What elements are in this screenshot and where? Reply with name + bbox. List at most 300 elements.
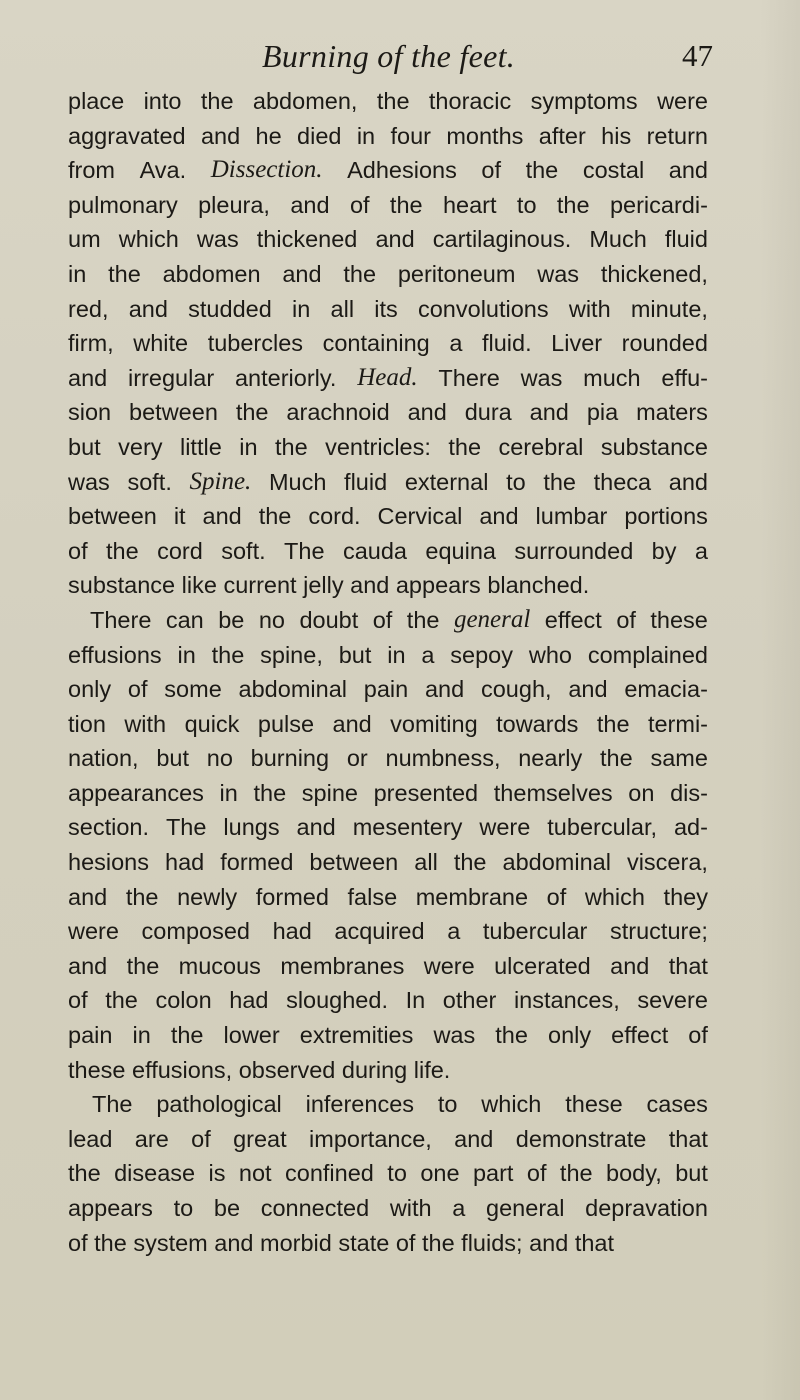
text-word: effu- (661, 364, 708, 391)
text-word: but (338, 641, 372, 668)
text-word: was (520, 364, 563, 391)
text-word: pain (68, 1022, 113, 1049)
text-word: symptoms (530, 88, 638, 114)
text-word: much (583, 364, 641, 391)
text-word: the (406, 606, 440, 633)
text-word: spine (301, 779, 358, 806)
text-word: of (68, 537, 88, 564)
text-word: in (219, 779, 238, 806)
text-word: the (596, 710, 630, 737)
text-word: tion (68, 710, 106, 737)
text-word: abdominal (238, 676, 347, 703)
text-word: lumbar (535, 503, 608, 530)
text-word: no (206, 745, 233, 772)
text-word: cases (646, 1091, 708, 1118)
text-line (68, 1226, 708, 1261)
text-word: were (657, 88, 708, 114)
text-word: Adhesions (347, 157, 457, 184)
text-word: minute, (630, 295, 708, 322)
text-line (68, 672, 708, 707)
text-word: lower (223, 1022, 280, 1049)
text-word: complained (587, 641, 708, 668)
text-word: portions (624, 503, 708, 530)
text-word: In (405, 987, 426, 1014)
text-line (68, 361, 708, 396)
text-word: some (164, 676, 222, 703)
text-line (68, 534, 708, 569)
text-word: was (196, 226, 239, 253)
text-word: the (495, 1022, 528, 1049)
text-word: inferences (305, 1091, 415, 1118)
text-word: and (568, 676, 608, 703)
text-word: Cervical (377, 503, 463, 530)
text-word: and (128, 295, 168, 322)
text-line (68, 1053, 708, 1088)
italic-heading: Spine. (189, 467, 252, 495)
text-word: equina (425, 537, 496, 564)
text-word: all (330, 295, 355, 322)
text-word: a (694, 537, 708, 564)
text-line (68, 707, 708, 742)
text-word: extremities (299, 1022, 414, 1049)
text-word: the (389, 191, 423, 218)
text-word: and (282, 260, 322, 287)
text-line (68, 880, 708, 915)
text-word: on (628, 779, 655, 806)
text-word: emacia- (624, 676, 708, 703)
text-word: heart (442, 191, 497, 218)
text-word: irregular (128, 364, 215, 391)
text-word: its (374, 295, 398, 322)
text-word: cord (157, 537, 203, 564)
text-word: the (559, 1160, 593, 1187)
text-word: return (646, 122, 708, 149)
text-word: formed (220, 849, 294, 876)
text-word: the (170, 1022, 204, 1049)
text-word: the (543, 468, 576, 495)
text-word: by (651, 537, 677, 564)
text-word: place (68, 88, 125, 114)
text-word: of (127, 676, 148, 703)
text-word: costal (582, 157, 645, 184)
text-word: vomiting (390, 710, 478, 737)
text-word: the (108, 260, 141, 287)
text-segment: these effusions, observed during life. (68, 1056, 451, 1083)
page-edge-shadow (760, 0, 800, 1400)
text-word: spine, (260, 641, 323, 668)
text-word: it (173, 503, 186, 530)
text-word: in (387, 641, 406, 668)
text-word: and (407, 399, 447, 426)
text-word: a (452, 1195, 466, 1221)
text-word: all (414, 849, 438, 876)
text-word: effect (611, 1022, 669, 1049)
text-word: tubercular (482, 918, 588, 945)
text-word: who (528, 641, 572, 668)
text-word: surrounded (514, 537, 634, 564)
text-word: pulse (257, 710, 315, 737)
text-word: and (296, 814, 336, 841)
text-word: of (191, 1125, 211, 1152)
text-line (68, 499, 708, 534)
text-word: sion (68, 399, 112, 426)
text-word: There (438, 364, 500, 391)
text-word: are (134, 1125, 169, 1152)
text-word: numbness, (385, 745, 501, 772)
text-word: effusions (68, 641, 162, 668)
text-line (68, 292, 708, 327)
text-word: that (668, 1125, 708, 1152)
text-line (68, 257, 708, 292)
text-word: newly (177, 883, 238, 910)
text-word: between (68, 503, 157, 530)
text-word: from (68, 157, 115, 184)
text-word: with (389, 1195, 432, 1221)
text-word: not (238, 1160, 272, 1187)
text-word: rounded (621, 330, 708, 357)
text-word: viscera, (626, 849, 708, 876)
text-line (68, 638, 708, 673)
text-word: the (235, 399, 269, 426)
text-word: colon (155, 987, 212, 1014)
text-word: thoracic (428, 88, 512, 114)
text-word: lungs (223, 814, 280, 841)
text-word: ventricles: (325, 433, 431, 460)
text-word: his (601, 122, 632, 149)
text-word: arachnoid (286, 399, 390, 426)
text-word: and (424, 676, 465, 703)
text-word: themselves (493, 779, 613, 806)
text-word: had (165, 849, 205, 876)
text-word: the (258, 503, 292, 530)
text-word: he (255, 122, 282, 149)
text-word: to (387, 1160, 407, 1187)
text-word: of (481, 157, 502, 184)
text-word: tubercular, (547, 814, 658, 841)
text-word: these (565, 1091, 623, 1118)
text-word: substance (600, 433, 708, 460)
italic-heading: Head. (357, 363, 418, 391)
text-word: pia (586, 399, 619, 426)
text-word: of (546, 883, 567, 910)
text-word: a (421, 641, 435, 668)
text-word: with (124, 710, 167, 737)
text-word: that (668, 952, 708, 979)
text-word: composed (141, 918, 250, 945)
text-word: the (126, 952, 160, 979)
text-word: connected (260, 1195, 370, 1221)
text-word: maters (636, 399, 708, 426)
text-word: abdomen, (252, 88, 358, 114)
text-word: depravation (585, 1195, 708, 1221)
text-word: containing (322, 330, 430, 357)
text-line (68, 741, 708, 776)
text-word: in (132, 1022, 151, 1049)
text-word: and (68, 883, 108, 910)
text-word: the (200, 88, 234, 114)
text-word: died (297, 122, 342, 149)
text-word: in (356, 122, 376, 149)
text-line (68, 603, 708, 638)
text-line (68, 153, 708, 188)
text-word: pleura, (198, 191, 270, 218)
text-word: convolutions (417, 295, 549, 322)
text-word: dis- (670, 779, 708, 806)
text-word: the (274, 433, 308, 460)
text-word: of (349, 191, 370, 218)
text-word: peritoneum (397, 260, 516, 287)
text-word: aggravated (68, 122, 186, 149)
text-word: pain (363, 676, 409, 703)
text-word: the (453, 849, 487, 876)
text-word: only (68, 676, 112, 703)
text-word: was (537, 260, 580, 287)
text-word: body, (606, 1160, 662, 1187)
text-word: of (616, 606, 636, 633)
text-word: firm, (68, 330, 114, 357)
text-word: and (529, 399, 569, 426)
text-line (68, 1156, 708, 1191)
text-word: external (404, 468, 489, 495)
text-word: of (68, 987, 88, 1014)
text-word: and (68, 364, 108, 391)
text-line (68, 1087, 708, 1122)
text-word: abdominal (502, 849, 611, 876)
text-word: soft. (127, 468, 172, 495)
text-word: formed (255, 883, 329, 910)
text-word: the (253, 779, 287, 806)
text-word: importance, (309, 1125, 432, 1152)
text-word: soft. (221, 537, 266, 564)
text-line (68, 1191, 708, 1226)
text-word: the (525, 157, 559, 184)
text-word: nation, (68, 745, 139, 772)
text-word: There (90, 606, 152, 633)
text-word: burning (250, 745, 330, 772)
text-word: mesentery (352, 814, 463, 841)
text-word: months (446, 122, 524, 149)
text-word: were (423, 952, 475, 979)
text-line (68, 1122, 708, 1157)
text-line (68, 845, 708, 880)
text-line (68, 949, 708, 984)
text-word: The (92, 1091, 133, 1118)
text-word: hesions (68, 849, 149, 876)
text-word: membrane (415, 883, 529, 910)
text-word: and (610, 952, 650, 979)
text-word: were (68, 918, 119, 945)
page-header (0, 36, 800, 76)
text-word: part (472, 1160, 514, 1187)
text-word: is (208, 1160, 226, 1187)
text-line (68, 810, 708, 845)
text-word: was (433, 1022, 476, 1049)
text-word: dura (464, 399, 512, 426)
text-word: the (556, 191, 590, 218)
text-word: which (118, 226, 179, 253)
text-word: fluid. (481, 330, 532, 357)
text-word: the (600, 745, 633, 772)
text-line (68, 430, 708, 465)
body-text (68, 84, 708, 1260)
text-word: cerebral (498, 433, 584, 460)
text-word: abdomen (162, 260, 261, 287)
text-word: lead (68, 1125, 113, 1152)
text-word: of (688, 1022, 708, 1049)
text-word: be (218, 606, 245, 633)
text-word: thickened (256, 226, 358, 253)
text-word: they (663, 883, 708, 910)
text-word: false (347, 883, 398, 910)
text-word: um (68, 226, 101, 253)
text-word: in (292, 295, 311, 322)
text-word: and (68, 952, 108, 979)
text-word: presented (373, 779, 479, 806)
text-word: but (675, 1160, 708, 1187)
text-word: Much (589, 226, 647, 253)
text-word: between (309, 849, 399, 876)
text-word: pericardi- (609, 191, 708, 218)
page-number: 47 (682, 38, 713, 73)
text-line (68, 119, 708, 154)
text-word: or (346, 745, 368, 772)
text-word: the (125, 883, 159, 910)
text-word: ad- (673, 814, 708, 841)
text-word: structure; (609, 918, 708, 945)
text-line (68, 222, 708, 257)
text-word: Ava. (139, 157, 187, 184)
text-word: of (526, 1160, 547, 1187)
text-word: very (118, 433, 163, 460)
text-word: and (668, 468, 708, 495)
text-word: between (129, 399, 218, 426)
text-word: a (449, 330, 463, 357)
text-word: the (106, 537, 139, 564)
text-line (68, 188, 708, 223)
text-word: after (538, 122, 586, 149)
text-line (68, 983, 708, 1018)
text-word: but (68, 433, 101, 460)
text-word: section. (68, 814, 149, 841)
text-word: the (68, 1160, 101, 1187)
text-line (68, 84, 708, 119)
text-word: appearances (68, 779, 204, 806)
running-head: Burning of the feet. (262, 38, 516, 74)
text-line (68, 568, 708, 603)
text-word: Liver (551, 330, 603, 357)
text-word: one (420, 1160, 460, 1187)
text-word: sloughed. (286, 987, 388, 1014)
text-word: acquired (334, 918, 425, 945)
italic-heading: Dissection. (210, 156, 323, 184)
text-word: and (332, 710, 372, 737)
text-word: termi- (647, 710, 708, 737)
text-word: a (447, 918, 461, 945)
text-word: pulmonary (68, 191, 178, 218)
text-word: but (156, 745, 189, 772)
text-word: ulcerated (494, 952, 591, 979)
text-word: were (479, 814, 531, 841)
text-word: tubercles (207, 330, 304, 357)
text-word: into (143, 88, 182, 114)
text-word: white (133, 330, 189, 357)
text-word: mucous (178, 952, 261, 979)
text-word: other (442, 987, 497, 1014)
text-word: studded (188, 295, 272, 322)
text-word: great (233, 1125, 287, 1152)
text-word: cartilaginous. (432, 226, 572, 253)
text-word: to (173, 1195, 194, 1221)
text-line (68, 326, 708, 361)
text-word: in (177, 641, 196, 668)
text-word: sepoy (450, 641, 513, 668)
text-word: instances, (513, 987, 620, 1014)
text-word: membranes (280, 952, 405, 979)
text-word: pathological (156, 1091, 282, 1118)
text-segment: of the system and morbid state of the fluids; and that (68, 1229, 615, 1256)
text-word: the (376, 88, 410, 114)
text-segment: substance like current jelly and appears blanched. (68, 572, 590, 599)
text-word: of (372, 606, 393, 633)
text-word: and (202, 503, 242, 530)
text-word: same (650, 745, 708, 772)
text-word: was (68, 468, 110, 495)
text-word: fluid (344, 468, 388, 495)
text-word: the (211, 641, 245, 668)
text-word: Much (268, 468, 327, 495)
text-word: The (165, 814, 207, 841)
text-word: thickened, (600, 260, 708, 287)
text-word: and (290, 191, 330, 218)
text-word: red, (68, 295, 109, 322)
text-word: quick (184, 710, 240, 737)
text-word: theca (593, 468, 652, 495)
text-word: towards (496, 710, 579, 737)
text-word: general (486, 1195, 565, 1221)
text-word: and (375, 226, 415, 253)
text-word: to (506, 468, 526, 495)
text-word: to (516, 191, 537, 218)
text-word: anteriorly. (234, 364, 337, 391)
text-line (68, 465, 708, 500)
text-word: to (437, 1091, 458, 1118)
text-word: little (179, 433, 222, 460)
text-word: disease (114, 1160, 196, 1187)
text-word: four (390, 122, 431, 149)
text-word: in (239, 433, 258, 460)
text-word: the (105, 987, 138, 1014)
text-line (68, 1018, 708, 1053)
text-word: in (68, 260, 87, 287)
text-word: severe (637, 987, 708, 1014)
text-word: The (284, 537, 325, 564)
text-word: and (200, 122, 241, 149)
text-word: had (229, 987, 269, 1014)
text-word: with (568, 295, 611, 322)
text-word: cough, (480, 676, 552, 703)
text-word: and (668, 157, 708, 184)
text-word: these (650, 606, 708, 633)
text-word: can (165, 606, 204, 633)
text-word: which (584, 883, 645, 910)
text-word: demonstrate (515, 1125, 647, 1152)
italic-heading: general (453, 605, 531, 633)
text-word: which (481, 1091, 542, 1118)
text-line (68, 395, 708, 430)
text-word: appears (68, 1195, 153, 1221)
text-word: doubt (299, 606, 359, 633)
text-word: and (479, 503, 519, 530)
